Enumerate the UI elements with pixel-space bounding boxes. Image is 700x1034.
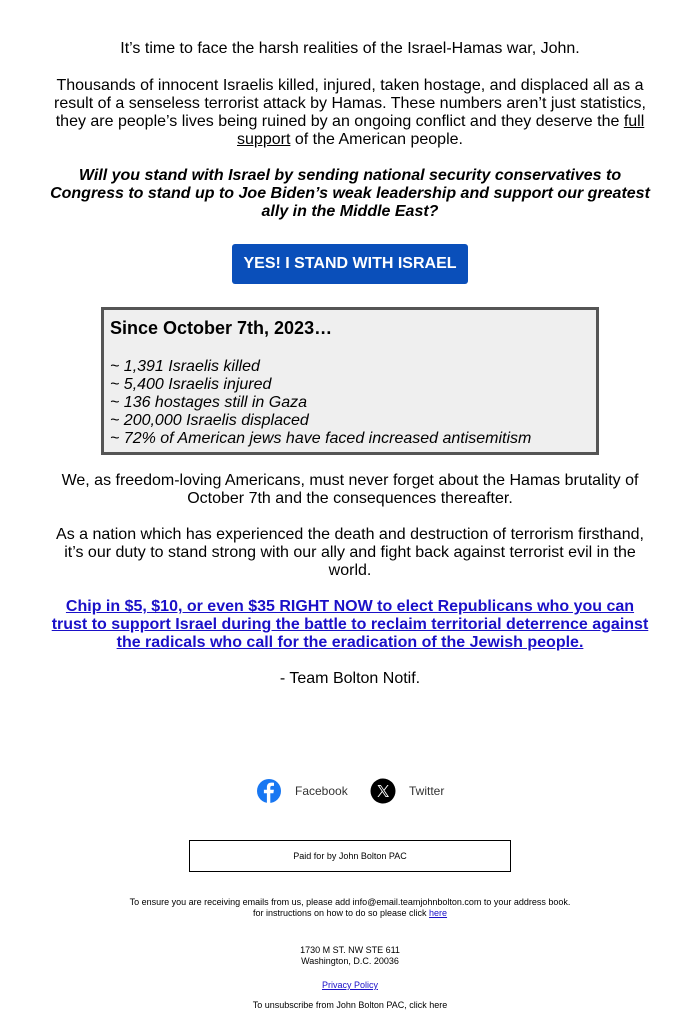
- paragraph-casualties-end: of the American people.: [290, 131, 463, 148]
- donate-link[interactable]: Chip in $5, $10, or even $35 RIGHT NOW to elect Republicans who you can trust to support Israel during the battle to reclaim territorial deterrence against the radicals who call for the eradication of the Jewish people.: [51, 598, 649, 651]
- stat-item: ~ 5,400 Israelis injured: [110, 376, 272, 393]
- stat-item: ~ 72% of American jews have faced increased antisemitism: [110, 430, 532, 447]
- donate-paragraph: [50, 598, 650, 652]
- twitter-label: Twitter: [409, 784, 445, 798]
- paragraph-casualties: [50, 77, 650, 149]
- paragraph-casualties-text: Thousands of innocent Israelis killed, injured, taken hostage, and displaced all as a result of a senseless terrorist attack by Hamas. These numbers aren’t just statistics, they are people’s lives being ruined by an ongoing conflict and they deserve the: [54, 77, 646, 130]
- privacy-policy-link[interactable]: Privacy Policy: [321, 980, 378, 990]
- stat-item: ~ 1,391 Israelis killed: [110, 358, 260, 375]
- paid-for-box: Paid for by John Bolton PAC: [189, 840, 511, 872]
- facebook-label: Facebook: [295, 784, 348, 798]
- paragraph-nation-duty: As a nation which has experienced the death and destruction of terrorism firsthand, it’s our duty to stand strong with our ally and fight back against terrorist evil in the world.: [56, 526, 644, 579]
- mailing-address: [50, 945, 650, 967]
- stats-list: [110, 358, 531, 448]
- facebook-icon: [256, 778, 282, 804]
- intro-text: It’s time to face the harsh realities of the Israel-Hamas war, John.: [120, 40, 580, 57]
- signoff: - Team Bolton Notif.: [279, 670, 421, 687]
- facebook-link[interactable]: [256, 777, 348, 805]
- x-twitter-icon: [370, 778, 396, 804]
- stat-item: ~ 200,000 Israelis displaced: [110, 412, 309, 429]
- unsubscribe-text[interactable]: To unsubscribe from John Bolton PAC, click here: [252, 1000, 448, 1010]
- address-book-notice: [50, 897, 650, 919]
- twitter-link[interactable]: [370, 777, 444, 805]
- privacy-policy-row: [50, 980, 650, 991]
- stats-box: [101, 307, 599, 455]
- address-line1: 1730 M ST. NW STE 611: [300, 945, 400, 955]
- paragraph-never-forget: We, as freedom-loving Americans, must never forget about the Hamas brutality of October 7th and the consequences thereafter.: [61, 472, 639, 507]
- stats-title: Since October 7th, 2023…: [110, 318, 333, 338]
- instructions-here-link[interactable]: here: [429, 908, 448, 918]
- address-line2: Washington, D.C. 20036: [301, 956, 399, 966]
- full-support-text: full support: [237, 113, 645, 148]
- address-book-line2: for instructions on how to do so please click: [252, 908, 430, 918]
- stat-item: ~ 136 hostages still in Gaza: [110, 394, 308, 411]
- question-text: Will you stand with Israel by sending national security conservatives to Congress to stand up to Joe Biden’s weak leadership and support our greatest ally in the Middle East?: [50, 167, 650, 220]
- address-book-line1: To ensure you are receiving emails from us, please add info@email.teamjohnbolton.com to your address book.: [129, 897, 571, 907]
- stand-with-israel-button[interactable]: YES! I STAND WITH ISRAEL: [232, 244, 468, 284]
